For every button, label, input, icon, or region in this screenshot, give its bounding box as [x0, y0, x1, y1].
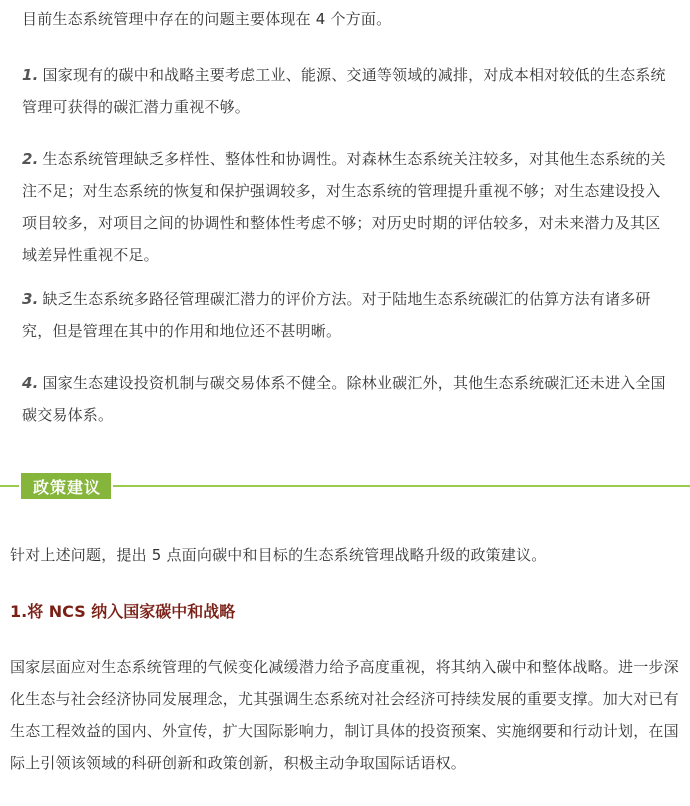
problem-text: 国家生态建设投资机制与碳交易体系不健全。除林业碳汇外，其他生态系统碳汇还未进入全国碳交易体系。	[22, 374, 666, 424]
section-title-tag: 政策建议	[19, 471, 113, 501]
problem-item-4	[22, 367, 668, 431]
problem-number: 1.	[22, 66, 39, 84]
problem-text: 缺乏生态系统多路径管理碳汇潜力的评价方法。对于陆地生态系统碳汇的估算方法有诸多研究，但是管理在其中的作用和地位还不甚明晰。	[22, 290, 651, 340]
recommendation-body: 国家层面应对生态系统管理的气候变化减缓潜力给予高度重视，将其纳入碳中和整体战略。进一步深化生态与社会经济协同发展理念，尤其强调生态系统对社会经济可持续发展的重要支撑。加大对已有生态工程效益的国内、外宣传，扩大国际影响力，制订具体的投资预案、实施纲要和行动计划，在国际上引领该领域的科研创新和政策创新，积极主动争取国际话语权。	[10, 658, 679, 772]
intro-paragraph: 目前生态系统管理中存在的问题主要体现在 4 个方面。	[22, 10, 392, 28]
recommendation-heading: 1.将 NCS 纳入国家碳中和战略	[10, 602, 236, 621]
problem-number: 2.	[22, 150, 39, 168]
section-lead-paragraph: 针对上述问题，提出 5 点面向碳中和目标的生态系统管理战略升级的政策建议。	[10, 546, 547, 564]
problem-number: 3.	[22, 290, 39, 308]
section-header	[0, 471, 690, 501]
problem-item-1	[22, 59, 668, 123]
problem-item-3	[22, 283, 668, 347]
problem-text: 国家现有的碳中和战略主要考虑工业、能源、交通等领域的减排，对成本相对较低的生态系统管理可获得的碳汇潜力重视不够。	[22, 66, 666, 116]
problem-text: 生态系统管理缺乏多样性、整体性和协调性。对森林生态系统关注较多，对其他生态系统的关注不足；对生态系统的恢复和保护强调较多，对生态系统的管理提升重视不够；对生态建设投入项目较多，对项目之间的协调性和整体性考虑不够；对历史时期的评估较多，对未来潜力及其区域差异性重视不足。	[22, 150, 666, 264]
problem-item-2	[22, 143, 668, 271]
problem-number: 4.	[22, 374, 39, 392]
